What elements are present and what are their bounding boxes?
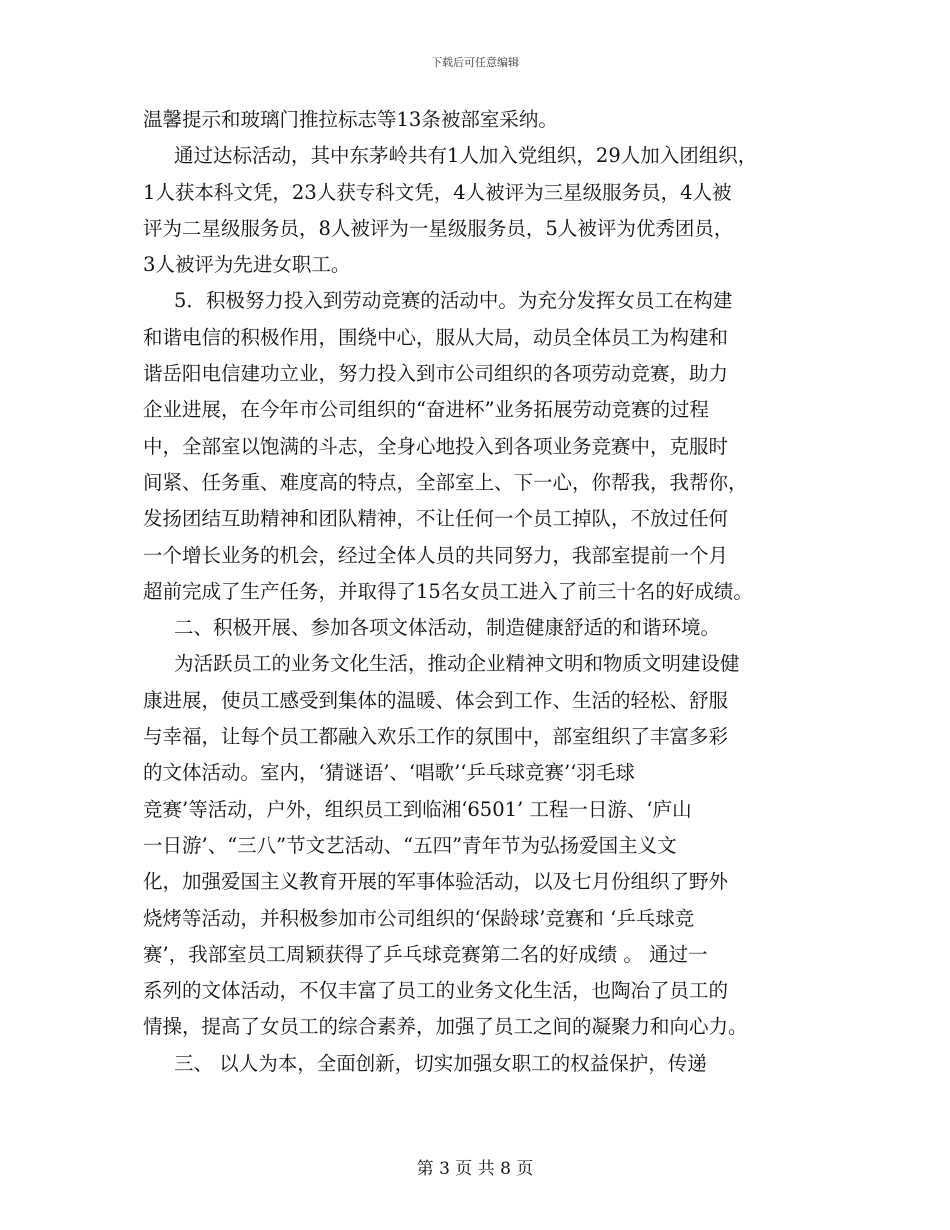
text-line: 一个增长业务的机会，经过全体人员的共同努力，我部室提前一个月 [143,543,729,567]
text-line: 评为二星级服务员，8人被评为一星级服务员，5人被评为优秀团员， [143,216,734,240]
text-line: 温馨提示和玻璃门推拉标志等13条被部室采纳。 [143,108,558,131]
text-line: 烧烤等活动，并积极参加市公司组织的‘保龄球’竞赛和 ‘乒乓球竞 [143,906,695,930]
text-line: 竞赛’等活动，户外，组织员工到临湘‘6501’ 工程一日游、‘庐山 [143,797,692,821]
text-line: 与幸福，让每个员工都融入欢乐工作的氛围中，部室组织了丰富多彩 [143,725,729,749]
document-body [143,102,808,1082]
text-line: 为活跃员工的业务文化生活，推动企业精神文明和物质文明建设健 [174,652,740,676]
text-line: 企业进展，在今年市公司组织的“奋进杯”业务拓展劳动竞赛的过程 [143,398,709,422]
text-line: 一日游’、“三八”节文艺活动、“五四”青年节为弘扬爱国主义文 [143,833,677,857]
text-line: 化，加强爱国主义教育开展的军事体验活动，以及七月份组织了野外 [143,870,729,894]
text-line: 和谐电信的积极作用，围绕中心，服从大局，动员全体员工为构建和 [143,325,729,349]
text-line: 发扬团结互助精神和团队精神，不让任何一个员工掉队，不放过任何 [143,507,729,531]
text-line: 情操，提高了女员工的综合素养，加强了员工之间的凝聚力和向心力。 [143,1015,748,1039]
text-line: 的文体活动。室内，‘猜谜语’、‘唱歌’‘乒乓球竞赛’‘羽毛球 [143,761,635,785]
text-line: 超前完成了生产任务，并取得了15名女员工进入了前三十名的好成绩。 [143,579,753,603]
text-line: 1人获本科文凭，23人获专科文凭，4人被评为三星级服务员，4人被 [143,180,732,204]
text-line: 三、 以人为本，全面创新，切实加强女职工的权益保护，传递 [174,1051,707,1075]
page-header: 下载后可任意编辑 [431,56,519,69]
text-line: 通过达标活动，其中东茅岭共有1人加入党组织，29人加入团组织， [174,144,758,168]
text-line: 系列的文体活动，不仅丰富了员工的业务文化生活，也陶冶了员工的 [143,979,729,1003]
text-line: 二、积极开展、参加各项文体活动，制造健康舒适的和谐环境。 [174,616,721,640]
text-line: 赛’，我部室员工周颖获得了乒乓球竞赛第二名的好成绩 。 通过一 [143,942,708,966]
page-number: 第 3 页 共 8 页 [416,1159,534,1179]
text-line: 间紧、任务重、难度高的特点，全部室上、下一心，你帮我，我帮你， [143,470,748,494]
text-line: 3人被评为先进女职工。 [143,253,351,277]
text-line: 中，全部室以饱满的斗志，全身心地投入到各项业务竞赛中，克服时 [143,434,729,458]
text-line: 5．积极努力投入到劳动竞赛的活动中。为充分发挥女员工在构建 [174,289,733,313]
text-line: 康进展，使员工感受到集体的温暖、体会到工作、生活的轻松、舒服 [143,688,729,712]
text-line: 谐岳阳电信建功立业，努力投入到市公司组织的各项劳动竞赛，助力 [143,362,729,386]
